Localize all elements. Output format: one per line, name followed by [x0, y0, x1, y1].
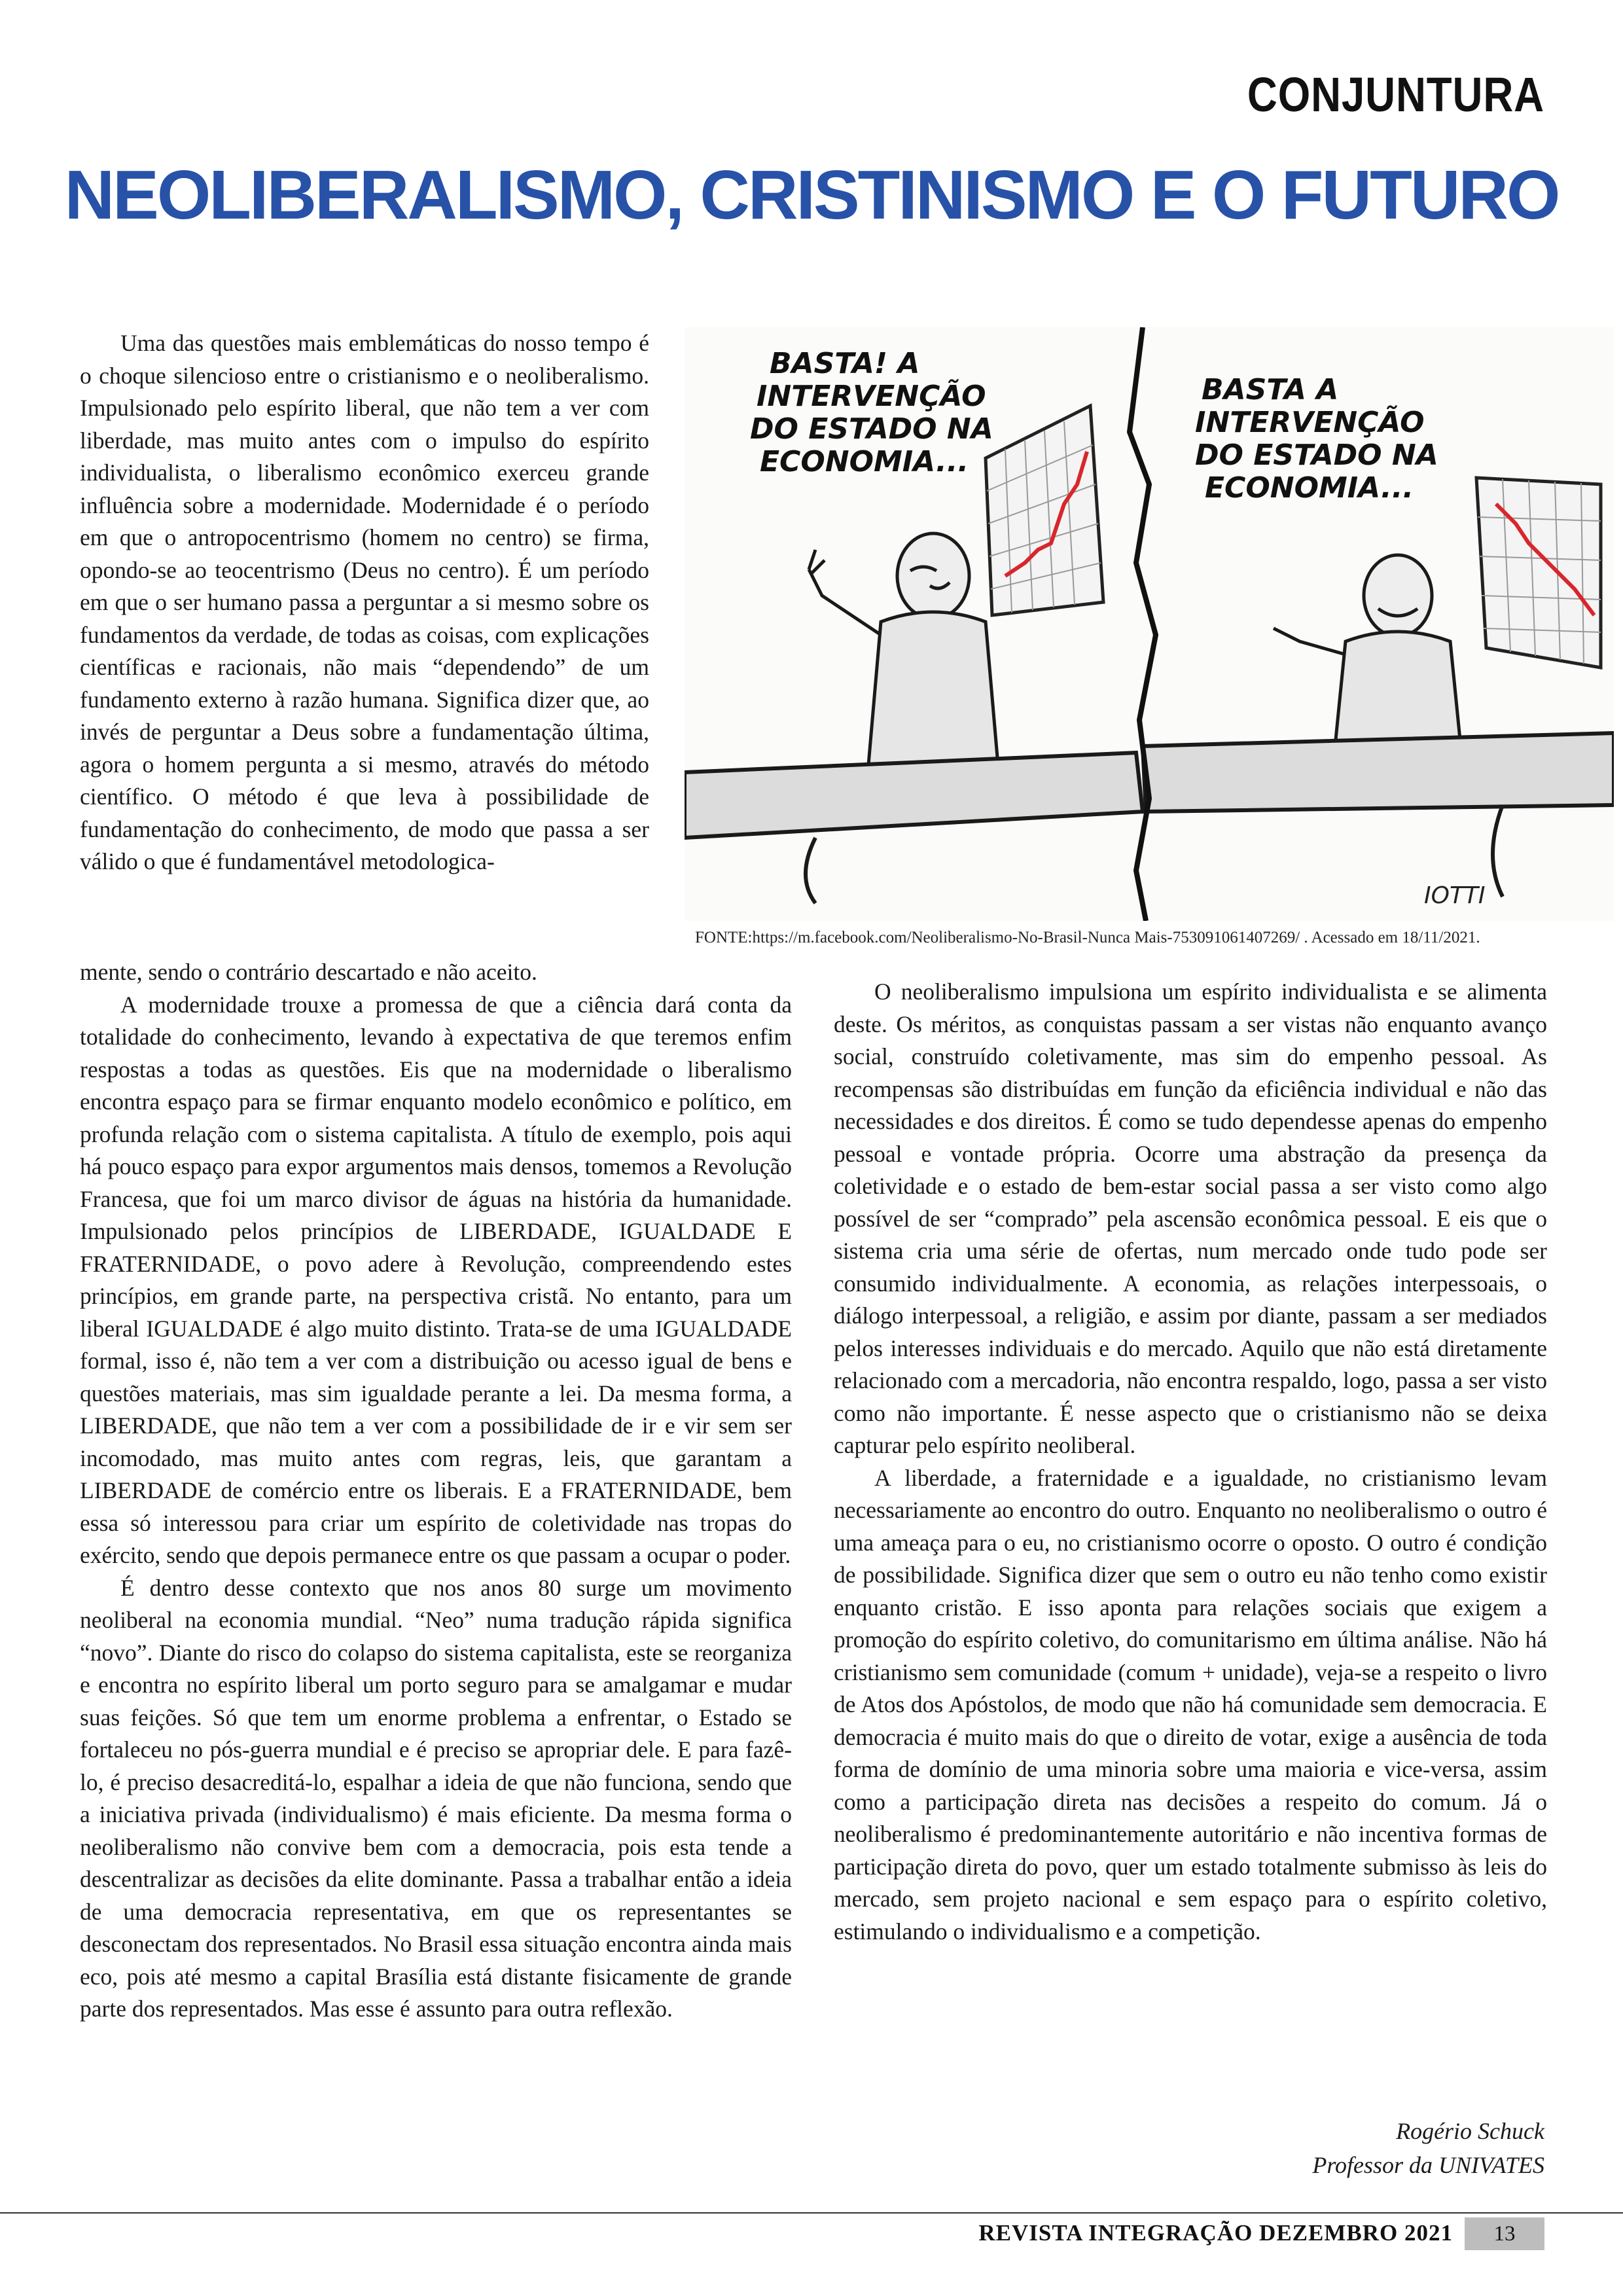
cartoonist-signature: IOTTI — [1424, 882, 1486, 909]
right-speech-line: INTERVENÇÃO — [1195, 406, 1425, 439]
left-column — [80, 956, 792, 2026]
publication-footer: REVISTA INTEGRAÇÃO DEZEMBRO 2021 — [978, 2220, 1453, 2246]
right-speech-text — [1195, 373, 1438, 505]
left-chart-board — [986, 406, 1103, 615]
author-role: Professor da UNIVATES — [1312, 2152, 1544, 2178]
left-speech-line: BASTA! A — [770, 347, 920, 380]
intro-paragraph: Uma das questões mais emblemáticas do nosso tempo é o choque silencioso entre o cristianismo e o neoliberalismo. Impulsionado pelo espírito liberal, que não tem a ver com liberdade, mas muito antes com o impulso do espírito individualista, o liberalismo econômico exerceu grande influência sobre a modernidade. Modernidade é o período em que o antropocentrismo (homem no centro) se firma, opondo-se ao teocentrismo (Deus no centro). É um período em que o ser humano passa a perguntar a si mesmo sobre os fundamentos da verdade, de todas as coisas, com explicações científicas e racionais, não mais “dependendo” de um fundamento externo à razão humana. Significa dizer que, ao invés de perguntar a Deus sobre a fundamentação última, agora o homem pergunta a si mesmo, através do método científico. O método é que leva à possibilidade de fundamentação do conhecimento, de modo que passa a ser válido o que é fundamentável metodologica- — [80, 330, 649, 874]
panel-crack — [1130, 327, 1156, 921]
left-figure — [809, 533, 999, 772]
author-signature — [1312, 2114, 1544, 2182]
body-paragraph: mente, sendo o contrário descartado e não aceito. — [80, 959, 537, 985]
article-title: NEOLIBERALISMO, CRISTINISMO E O FUTURO — [64, 156, 1559, 234]
right-speech-line: BASTA A — [1202, 373, 1339, 406]
right-speech-line: DO ESTADO NA — [1195, 439, 1438, 472]
body-paragraph: A modernidade trouxe a promessa de que a ciência dará conta da totalidade do conhecimento, levando à expectativa de que teremos enfim respostas a todas as questões. Eis que na modernidade o liberalismo encontra espaço para se firmar enquanto modelo econômico e político, em profunda relação com o sistema capitalista. A título de exemplo, pois aqui há pouco espaço para expor argumentos mais densos, tomemos a Revolução Francesa, que foi um marco divisor de águas na história da humanidade. Impulsionado pelos princípios de LIBERDADE, IGUALDADE E FRATERNIDADE, o povo adere à Revolução, compreendendo estes princípios, em grande parte, na perspectiva cristã. No entanto, para um liberal IGUALDADE é algo muito distinto. Trata-se de uma IGUALDADE formal, isso é, não tem a ver com a distribuição ou acesso igual de bens e questões materiais, mas sim igualdade perante a lei. Da mesma forma, a LIBERDADE, que não tem a ver com a possibilidade de ir e vir sem ser incomodado, mas muito antes com regras, leis, que garantam a LIBERDADE de comércio entre os liberais. E a FRATERNIDADE, bem essa só interessou para criar um espírito de coletividade nas tropas do exército, sendo que depois permanece entre os que passam a ocupar o poder. — [80, 991, 792, 1568]
page-number: 13 — [1465, 2217, 1544, 2250]
left-speech-text — [750, 347, 993, 478]
right-column — [834, 976, 1547, 1948]
right-speech-line: ECONOMIA... — [1205, 471, 1414, 505]
intro-column — [80, 327, 649, 878]
body-paragraph: A liberdade, a fraternidade e a igualdade, no cristianismo levam necessariamente ao encontro do outro. Enquanto no neoliberalismo o outro é uma ameaça para o eu, no cristianismo ocorre o oposto. O outro é condição de possibilidade. Significa dizer que sem o outro eu não tenho como existir enquanto cristão. E isso aponta para relações sociais que exigem a promoção do espírito coletivo, do comunitarismo em última análise. Não há cristianismo sem comunidade (comum + unidade), veja-se a respeito o livro de Atos dos Apóstolos, de modo que não há comunidade sem democracia. E democracia é muito mais do que o direito de votar, exige a ausência de toda forma de domínio de uma minoria sobre uma maioria e vice-versa, assim como a participação direta nas decisões a respeito do comum. Já o neoliberalismo é predominantemente autoritário e não incentiva formas de participação direta do povo, quer um estado totalmente submisso às leis do mercado, sem projeto nacional e sem espaço para o espírito coletivo, estimulando o individualismo e a competição. — [834, 1464, 1547, 1945]
cartoon-caption: FONTE:https://m.facebook.com/Neoliberalismo-No-Brasil-Nunca Mais-753091061407269/ . Acessado em 18/11/2021. — [695, 929, 1480, 946]
desks — [685, 733, 1614, 903]
left-speech-line: INTERVENÇÃO — [757, 380, 986, 413]
body-paragraph: O neoliberalismo impulsiona um espírito individualista e se alimenta deste. Os méritos, as conquistas passam a ser vistas não enquanto avanço social, construído coletivamente, mas sim do empenho pessoal. As recompensas são distribuídas em função da eficiência individual e não das necessidades e dos direitos. É como se tudo dependesse apenas do empenho pessoal e vontade própria. Ocorre uma abstração da presença da coletividade e o estado de bem-estar social passa a ser visto como algo possível de ser “comprado” pela ascensão econômica pessoal. E eis que o sistema cria uma série de ofertas, num mercado onde tudo pode ser consumido individualmente. A economia, as relações interpessoais, o diálogo interpessoal, a religião, e assim por diante, passam a ser mediados pelos interesses individuais e do mercado. Aquilo que não está diretamente relacionado com a mercadoria, não encontra respaldo, logo, passa a ser visto como não importante. É nesse aspecto que o cristianismo não se deixa capturar pelo espírito neoliberal. — [834, 978, 1547, 1458]
cartoon-drawing — [685, 327, 1614, 921]
left-speech-line: ECONOMIA... — [760, 445, 969, 478]
editorial-cartoon — [685, 327, 1614, 921]
author-name: Rogério Schuck — [1396, 2118, 1544, 2144]
footer-divider — [0, 2212, 1623, 2214]
right-chart-board — [1476, 478, 1601, 668]
body-paragraph: É dentro desse contexto que nos anos 80 surge um movimento neoliberal na economia mundial. “Neo” numa tradução rápida significa “novo”. Diante do risco do colapso do sistema capitalista, este se reorganiza e encontra no espírito liberal um porto seguro para se amalgamar e mudar suas feições. Só que tem um enorme problema a enfrentar, o Estado se fortaleceu no pós-guerra mundial e é preciso se apropriar dele. E para fazê-lo, é preciso desacreditá-lo, espalhar a ideia de que não funciona, sendo que a iniciativa privada (individualismo) é mais eficiente. Da mesma forma o neoliberalismo não convive bem com a democracia, pois esta tende a descentralizar as decisões da elite dominante. Passa a trabalhar então a ideia de uma democracia representativa, em que os representantes se desconectam dos representados. No Brasil essa situação encontra ainda mais eco, pois até mesmo a capital Brasília está distante fisicamente de grande parte dos representados. Mas esse é assunto para outra reflexão. — [80, 1574, 792, 2022]
section-label: CONJUNTURA — [1247, 67, 1544, 122]
left-speech-line: DO ESTADO NA — [750, 412, 993, 446]
